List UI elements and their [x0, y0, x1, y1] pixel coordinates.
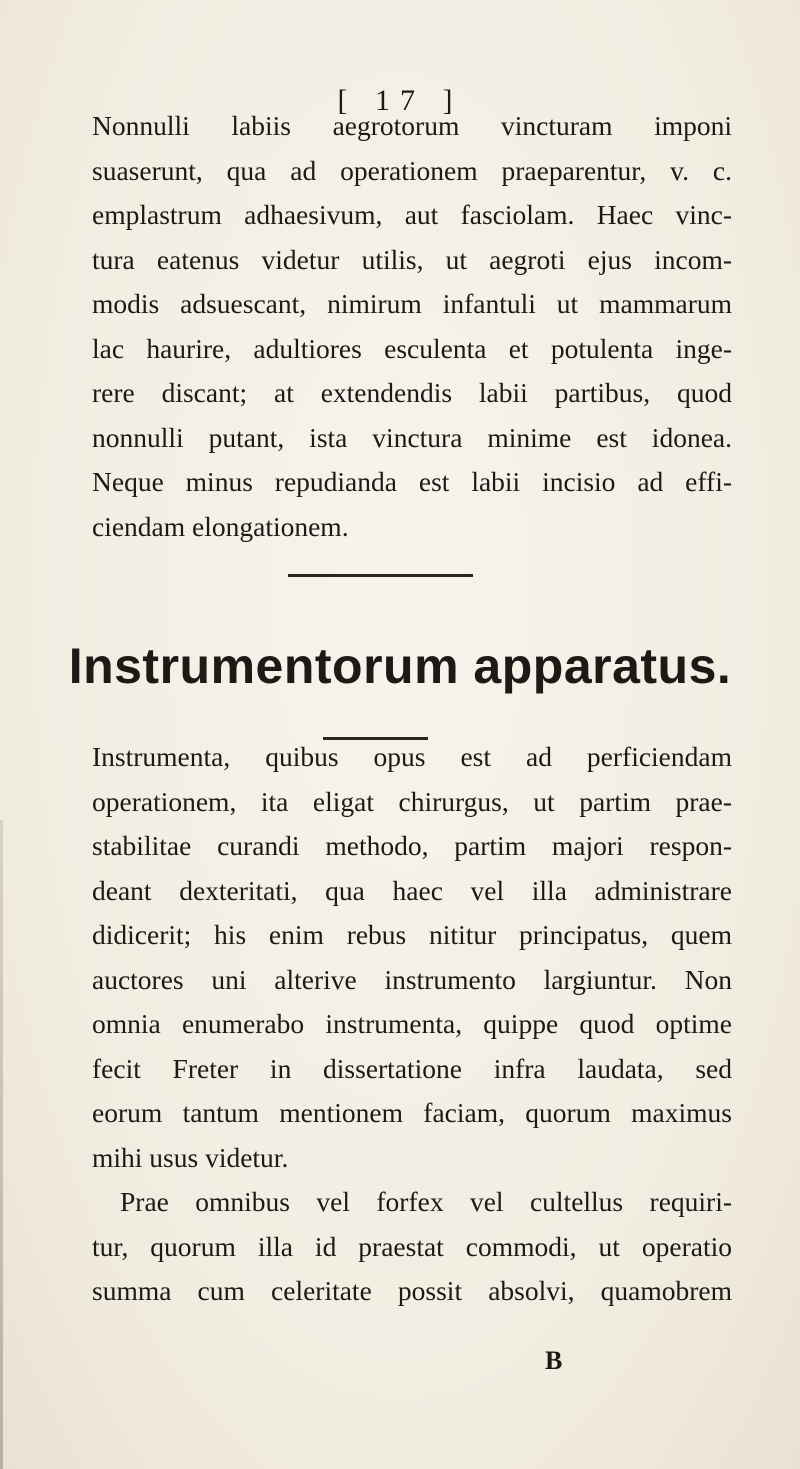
text-line: emplastrum adhaesivum, aut fasciolam. Haec vinc-: [92, 199, 732, 230]
text-line: suaserunt, qua ad operationem praeparentur, v. c.: [92, 154, 732, 186]
text-line: modis adsuescant, nimirum infantuli ut mammarum: [92, 288, 732, 319]
text-line: tura eatenus videtur utilis, ut aegroti ejus incom-: [92, 243, 732, 275]
page-number-header: [ 17 ]: [337, 84, 463, 117]
text-line: Prae omnibus vel forfex vel cultellus requiri-: [120, 1186, 732, 1217]
text-line: rere discant; at extendendis labii partibus, quod: [92, 377, 732, 408]
section-divider-top: [288, 574, 473, 577]
text-line: operationem, ita eligat chirurgus, ut partim prae-: [92, 785, 732, 817]
text-line: summa cum celeritate possit absolvi, quamobrem: [92, 1275, 732, 1306]
text-line: omnia enumerabo instrumenta, quippe quod optime: [92, 1008, 732, 1039]
text-line: Nonnulli labiis aegrotorum vincturam imponi: [92, 110, 732, 141]
page-edge-shadow: [0, 820, 3, 1469]
text-line: auctores uni alterive instrumento largiuntur. Non: [92, 963, 732, 995]
signature-mark: B: [545, 1346, 563, 1375]
paragraph-vinctura: [92, 104, 732, 549]
text-line: deant dexteritati, qua haec vel illa administrare: [92, 874, 732, 906]
text-line: Neque minus repudianda est labii incisio ad effi-: [92, 466, 732, 497]
text-line: eorum tantum mentionem faciam, quorum maximus: [92, 1097, 732, 1128]
text-line: nonnulli putant, ista vinctura minime est idonea.: [92, 421, 732, 453]
text-line: stabilitae curandi methodo, partim majori respon-: [92, 830, 732, 861]
text-line: fecit Freter in dissertatione infra laudata, sed: [92, 1052, 732, 1084]
text-line: mihi usus videtur.: [92, 1141, 289, 1173]
text-line: tur, quorum illa id praestat commodi, ut operatio: [92, 1230, 732, 1262]
paragraph-instrumenta: [92, 735, 732, 1314]
text-line: ciendam elongationem.: [92, 510, 349, 542]
text-line: Instrumenta, quibus opus est ad perficiendam: [92, 741, 732, 772]
section-heading: Instrumentorum apparatus.: [68, 638, 732, 694]
text-line: lac haurire, adultiores esculenta et potulenta inge-: [92, 332, 732, 364]
text-line: didicerit; his enim rebus nititur principatus, quem: [92, 919, 732, 950]
